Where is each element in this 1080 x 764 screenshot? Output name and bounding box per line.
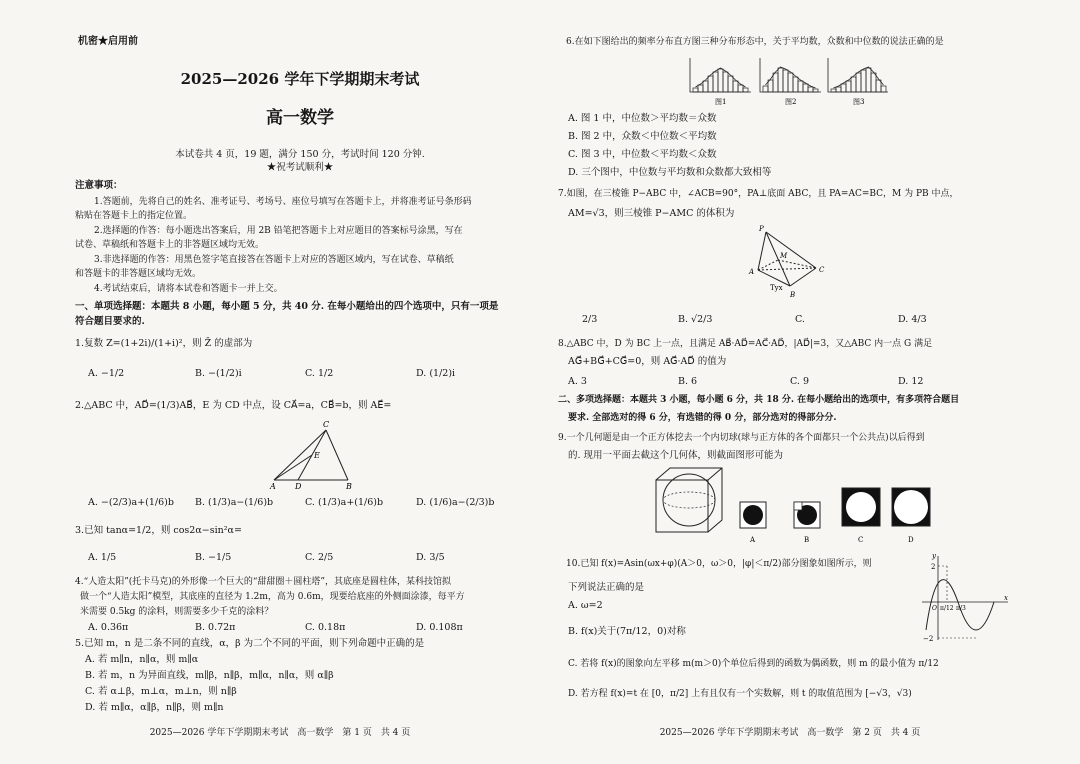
question-3-option-b: B. −1/5	[195, 552, 232, 563]
question-10-line: 10.已知 f(x)=Asin(ωx+φ)(A＞0，ω＞0，|φ|＜π/2)部分图象如图所示，则	[566, 559, 872, 569]
histogram-bar	[851, 77, 856, 92]
note-line: 和答题卡的非答题区域均无效。	[75, 269, 202, 279]
histogram-bar	[728, 76, 733, 92]
question-4-line: 米需要 0.5kg 的涂料，则需要多少千克的涂料？	[80, 607, 274, 617]
histogram-bar	[768, 80, 773, 92]
choice-label-b: B	[804, 536, 810, 544]
histogram-bar	[773, 73, 778, 92]
subject-title: 高一数学	[266, 108, 334, 128]
question-3-option-d: D. 3/5	[416, 552, 445, 563]
histogram-bar	[743, 88, 748, 92]
question-5-option-b: B. 若 m，n 为异面直线，m∥β，n∥β，m∥α，n∥α，则 α∥β	[85, 670, 334, 681]
histogram-caption-1: 图1	[715, 98, 727, 106]
vertex-label-p: P	[759, 225, 764, 233]
histogram-bar	[813, 89, 818, 92]
histogram-bar	[698, 85, 703, 92]
histogram-bar	[841, 84, 846, 92]
note-line: 2.选择题的作答：每小题选出答案后，用 2B 铅笔把答题卡上对应题目的答案标号涂黑，写在	[94, 226, 463, 236]
confidential-label: 机密★启用前	[78, 36, 138, 47]
histogram-bar	[866, 68, 871, 92]
question-6-stem: 6.在如下图给出的频率分布直方图三种分布形态中，关于平均数，众数和中位数的说法正确的是	[566, 37, 944, 47]
histogram-bar	[693, 88, 698, 92]
histogram-bar	[708, 76, 713, 92]
question-2-option-b: B. (1/3)a−(1/6)b	[195, 497, 274, 508]
question-10-option-a: A. ω=2	[568, 600, 603, 611]
question-4-option-c: C. 0.18π	[305, 622, 346, 633]
histogram-bar	[836, 87, 841, 92]
question-10-option-d: D. 若方程 f(x)=t 在 [0，π/2] 上有且仅有一个实数解，则 t 的取值范围为 [−√3，√3)	[568, 689, 912, 699]
question-4-line: 4.“人造太阳”(托卡马克)的外形像一个巨大的“甜甜圈＋圆柱塔”，其底座是圆柱体，某科技馆拟	[75, 577, 452, 587]
question-4-line: 做一个“人造太阳”模型，其底座的直径为 1.2m，高为 0.6m，现要给底座的外侧面涂漆，每平方	[80, 592, 465, 602]
histogram-bar	[808, 87, 813, 92]
note-line: 粘贴在答题卡上的指定位置。	[75, 211, 193, 221]
section-1-heading: 一、单项选择题：本题共 8 小题，每小题 5 分，共 40 分. 在每小题给出的四个选项中，只有一项是	[75, 301, 499, 312]
vertex-label-c: C	[819, 266, 825, 274]
exam-info: 本试卷共 4 页，19 题，满分 150 分，考试时间 120 分钟.	[175, 149, 425, 160]
choice-label-a: A	[750, 536, 756, 544]
y-min-label: −2	[923, 635, 934, 643]
histogram-bar	[881, 86, 886, 92]
histogram-bar	[738, 85, 743, 92]
handwritten-note: Tyx	[770, 284, 783, 292]
question-1-stem: 1.复数 Z=(1+2i)/(1+i)²，则 Z̄ 的虚部为	[75, 338, 253, 349]
histogram-bar	[778, 68, 783, 92]
question-4-option-d: D. 0.108π	[416, 622, 463, 633]
question-8-option-a: A. 3	[568, 376, 587, 387]
histogram-bar	[718, 69, 723, 92]
vertex-label-a: A	[270, 482, 276, 490]
histogram-bar	[763, 86, 768, 92]
cube-sphere-figures	[644, 462, 934, 548]
question-5-option-a: A. 若 m∥n，n∥α，则 m∥α	[85, 654, 199, 665]
exam-page-2	[540, 0, 1080, 764]
choice-label-d: D	[908, 536, 914, 544]
question-7-option-c: C.	[795, 314, 805, 325]
exam-title: 2025—2026 学年下学期期末考试	[180, 70, 420, 88]
choice-label-c: C	[858, 536, 864, 544]
question-8-option-c: C. 9	[790, 376, 810, 387]
histogram-bar	[876, 80, 881, 92]
question-1-option-a: A. −1/2	[88, 368, 125, 379]
question-7-option-d: D. 4/3	[898, 314, 927, 325]
page-footer: 2025—2026 学年下学期期末考试 高一数学 第 2 页 共 4 页	[659, 728, 921, 738]
question-6-option-a: A. 图 1 中，中位数＞平均数＝众数	[568, 113, 717, 124]
histogram-caption-3: 图3	[853, 98, 865, 106]
question-8-option-d: D. 12	[898, 376, 924, 387]
note-line: 1.答题前，先将自己的姓名、准考证号、考场号、座位号填写在答题卡上，并将准考证号条形码	[94, 197, 472, 207]
histogram-bar	[803, 84, 808, 92]
histogram-bar	[793, 77, 798, 92]
histogram-bar	[846, 81, 851, 92]
histogram-bar	[723, 72, 728, 92]
vertex-label-c: C	[323, 420, 330, 429]
tick-label-pi-3: π/3	[956, 605, 966, 612]
histogram-bar	[713, 72, 718, 92]
question-9-line: 的. 现用一平面去截这个几何体，则截面图形可能为	[568, 450, 784, 461]
question-1-option-d: D. (1/2)i	[416, 368, 456, 379]
triangle-figure	[262, 418, 362, 490]
histogram-figures	[688, 52, 888, 106]
y-axis-label: y	[932, 552, 936, 560]
histogram-bar	[871, 73, 876, 92]
question-9-line: 9.一个几何题是由一个正方体挖去一个内切球(球与正方体的各个面都只一个公共点)以后得到	[558, 433, 925, 443]
histogram-bar	[831, 89, 836, 92]
sine-graph	[918, 552, 1012, 644]
question-7-option-b: B. √2/3	[678, 314, 713, 325]
section-1-heading: 符合题目要求的.	[75, 316, 145, 327]
question-5-stem: 5.已知 m，n 是二条不同的直线，α，β 为二个不同的平面，则下列命题中正确的是	[75, 638, 425, 649]
question-10-line: 下列说法正确的是	[568, 582, 645, 593]
question-6-option-b: B. 图 2 中，众数＜中位数＜平均数	[568, 131, 717, 142]
histogram-bar	[703, 81, 708, 92]
note-line: 3.非选择题的作答：用黑色签字笔直接答在答题卡上对应的答题区域内，写在试卷、草稿纸	[94, 255, 454, 265]
question-5-option-c: C. 若 α⊥β，m⊥α，m⊥n，则 n∥β	[85, 686, 237, 697]
y-max-label: 2	[931, 563, 936, 571]
question-10-option-c: C. 若将 f(x)的图象向左平移 m(m＞0)个单位后得到的函数为偶函数，则 m 的最小值为 π/12	[568, 659, 939, 669]
question-5-option-d: D. 若 m∥α，α∥β，n∥β，则 m∥n	[85, 702, 224, 713]
exam-wish: ★祝考试顺利★	[266, 162, 334, 173]
note-line: 4.考试结束后，请将本试卷和答题卡一并上交。	[94, 284, 283, 294]
histogram-bar	[798, 81, 803, 92]
question-7-option-a: 2/3	[582, 314, 598, 325]
page-footer: 2025—2026 学年下学期期末考试 高一数学 第 1 页 共 4 页	[149, 728, 411, 738]
question-8-line: 8.△ABC 中，D 为 BC 上一点，且满足 AB⃗·AD⃗=AC⃗·AD⃗，|AD⃗|=3，又△ABC 内一点 G 满足	[558, 339, 933, 349]
question-8-line: AG⃗+BG⃗+CG⃗=0，则 AG⃗·AD⃗ 的值为	[568, 356, 727, 367]
histogram-bar	[861, 70, 866, 92]
vertex-label-b: B	[790, 291, 796, 299]
tick-label-pi-12: π/12	[940, 605, 954, 612]
origin-label: O	[932, 605, 937, 612]
section-2-heading: 二、多项选择题：本题共 3 小题，每小题 6 分，共 18 分. 在每小题给出的选项中，有多项符合题目	[558, 395, 960, 405]
question-3-option-a: A. 1/5	[88, 552, 117, 563]
question-2-option-a: A. −(2/3)a+(1/6)b	[88, 497, 174, 508]
histogram-bar	[788, 73, 793, 92]
question-1-option-c: C. 1/2	[305, 368, 334, 379]
question-1-option-b: B. −(1/2)i	[195, 368, 242, 379]
section-2-heading: 要求. 全部选对的得 6 分，有选错的得 0 分，部分选对的得部分分.	[568, 413, 837, 423]
histogram-bar	[733, 81, 738, 92]
x-axis-label: x	[1004, 594, 1008, 602]
question-4-option-b: B. 0.72π	[195, 622, 236, 633]
histogram-caption-2: 图2	[785, 98, 797, 106]
point-label-m: M	[780, 252, 788, 260]
pyramid-figure	[746, 222, 838, 300]
question-10-option-b: B. f(x)关于(7π/12，0)对称	[568, 626, 686, 637]
question-3-stem: 3.已知 tanα=1/2，则 cos2α−sin²α=	[75, 525, 242, 536]
question-2-option-c: C. (1/3)a+(1/6)b	[305, 497, 384, 508]
question-7-line: AM=√3，则三棱锥 P−AMC 的体积为	[568, 208, 735, 219]
question-7-line: 7.如图，在三棱锥 P−ABC 中，∠ACB=90°，PA⊥底面 ABC，且 PA=AC=BC，M 为 PB 中点，	[558, 189, 959, 199]
histogram-bar	[783, 70, 788, 92]
vertex-label-b: B	[346, 482, 352, 490]
note-line: 试卷、草稿纸和答题卡上的非答题区域均无效。	[75, 240, 265, 250]
question-4-option-a: A. 0.36π	[88, 622, 129, 633]
question-3-option-c: C. 2/5	[305, 552, 334, 563]
histogram-bar	[856, 73, 861, 92]
question-2-stem: 2.△ABC 中，AD⃗=(1/3)AB⃗，E 为 CD 中点，设 CA⃗=a，CB⃗=b，则 AE⃗=	[75, 400, 392, 411]
question-8-option-b: B. 6	[678, 376, 698, 387]
question-6-option-c: C. 图 3 中，中位数＜平均数＜众数	[568, 149, 717, 160]
question-2-option-d: D. (1/6)a−(2/3)b	[416, 497, 495, 508]
point-label-d: D	[295, 482, 302, 490]
point-label-e: E	[314, 451, 320, 460]
notes-title: 注意事项：	[75, 180, 123, 191]
histogram-axes	[690, 58, 751, 92]
vertex-label-a: A	[749, 268, 755, 276]
question-6-option-d: D. 三个图中，中位数与平均数和众数都大致相等	[568, 167, 772, 178]
